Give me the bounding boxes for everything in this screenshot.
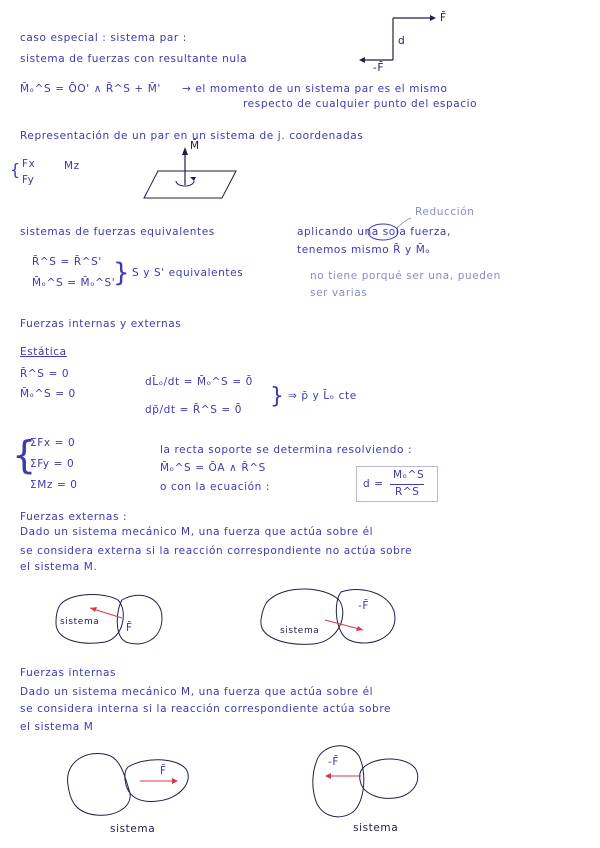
equation: M̄ₒ^S = M̄ₒ^S' bbox=[32, 277, 116, 289]
text-line: el sistema M bbox=[20, 721, 94, 733]
external-force-diagram-right bbox=[255, 582, 405, 652]
force-label: F̄ bbox=[126, 622, 133, 634]
text-line: no tiene porqué ser una, pueden bbox=[310, 270, 501, 282]
equation: ΣMz = 0 bbox=[30, 479, 78, 491]
section-title: Fuerzas internas y externas bbox=[20, 318, 182, 330]
fraction-bar bbox=[390, 484, 424, 485]
brace-glyph: { bbox=[12, 433, 37, 477]
equation: dL̄ₒ/dt = M̄ₒ^S = 0̄ bbox=[145, 376, 253, 388]
formula-part: d = bbox=[363, 478, 384, 490]
text-line: Representación de un par en un sistema de j. coordenadas bbox=[20, 130, 364, 142]
equation: M̄ₒ^S = ŌA ∧ R̄^S bbox=[160, 462, 266, 474]
system-label: sistema bbox=[110, 823, 156, 835]
var-mz: Mz bbox=[64, 160, 80, 172]
equation: R̄^S = R̄^S' bbox=[32, 256, 102, 268]
text-line: S y S' equivalentes bbox=[132, 267, 244, 279]
formula-numerator: Mₒ^S bbox=[393, 469, 425, 481]
section-title: Fuerzas internas bbox=[20, 667, 117, 679]
text-line: se considera interna si la reacción correspondiente actúa sobre bbox=[20, 703, 392, 715]
internal-force-diagram-left bbox=[60, 745, 200, 820]
section-equivalent-systems: sistemas de fuerzas equivalentes bbox=[20, 226, 215, 238]
var-fy: Fy bbox=[22, 174, 35, 186]
system-label: sistema bbox=[353, 822, 399, 834]
section-title: Fuerzas externas : bbox=[20, 511, 128, 523]
text-line: aplicando una sola fuerza, bbox=[297, 226, 451, 238]
force-label: F̄ bbox=[440, 12, 447, 24]
force-label: -F̄ bbox=[358, 600, 370, 612]
text-line: ser varias bbox=[310, 287, 368, 299]
force-label: F̄ bbox=[160, 765, 167, 777]
annotation: Reducción bbox=[415, 206, 475, 218]
section-title: Estática bbox=[20, 346, 67, 358]
equation: R̄^S = 0 bbox=[20, 368, 70, 380]
formula-moment: M̄ₒ^S = ŌO' ∧ R̄^S + M̄' bbox=[20, 83, 161, 95]
heading-caso-especial: caso especial : sistema par : bbox=[20, 32, 187, 44]
equation: ΣFx = 0 bbox=[30, 437, 76, 449]
text-line: tenemos mismo R̄ y M̄ₒ bbox=[297, 244, 431, 256]
brace-glyph: } bbox=[113, 258, 131, 288]
formula-box bbox=[356, 466, 438, 502]
text-line: → el momento de un sistema par es el mismo bbox=[182, 83, 448, 95]
text-line: se considera externa si la reacción correspondiente no actúa sobre bbox=[20, 545, 413, 557]
internal-force-diagram-right bbox=[305, 738, 425, 823]
plane-diagram bbox=[140, 143, 250, 203]
text-line: sistema de fuerzas con resultante nula bbox=[20, 53, 248, 65]
text-line: el sistema M. bbox=[20, 561, 98, 573]
text-line: ⇒ p̄ y L̄ₒ cte bbox=[288, 390, 357, 402]
distance-label: d bbox=[398, 35, 406, 47]
text-line: Dado un sistema mecánico M, una fuerza que actúa sobre él bbox=[20, 686, 374, 698]
brace-glyph: { bbox=[10, 160, 21, 179]
moment-label: M̄ bbox=[190, 140, 200, 152]
text-line: la recta soporte se determina resolviendo : bbox=[160, 444, 413, 456]
text-line: respecto de cualquier punto del espacio bbox=[243, 98, 478, 110]
brace-glyph: } bbox=[270, 384, 285, 409]
formula-denominator: R^S bbox=[395, 486, 420, 498]
circle-mark bbox=[365, 218, 401, 242]
equation: M̄ₒ^S = 0 bbox=[20, 388, 76, 400]
text-line: Dado un sistema mecánico M, una fuerza que actúa sobre él bbox=[20, 526, 374, 538]
text-line bbox=[20, 226, 215, 238]
system-label: sistema bbox=[60, 617, 100, 627]
equation: ΣFy = 0 bbox=[30, 458, 75, 470]
equation: dp̄/dt = R̄^S = 0̄ bbox=[145, 404, 243, 416]
force-label: -F̄ bbox=[373, 62, 385, 74]
system-label: sistema bbox=[280, 626, 320, 636]
var-fx: Fx bbox=[22, 158, 36, 170]
text-line: o con la ecuación : bbox=[160, 481, 271, 493]
force-label: -F̄ bbox=[328, 756, 340, 768]
